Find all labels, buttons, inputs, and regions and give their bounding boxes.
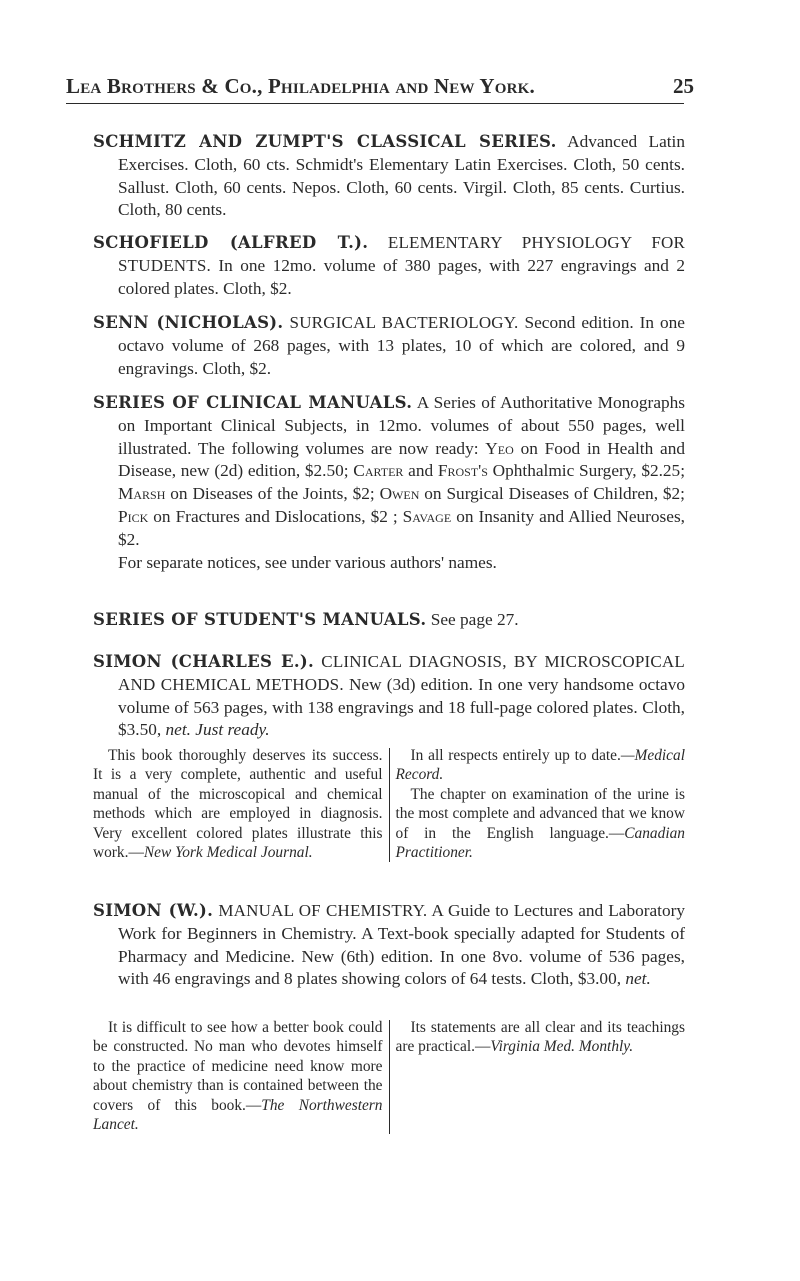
review-right [396,746,686,862]
entry-body [93,312,685,380]
price-net: net. [165,720,191,740]
entry-simon-w [93,900,685,991]
review-right [396,1018,686,1134]
review-source: Canadian Practitioner. [395,824,685,862]
entry-title: MANUAL OF CHEMISTRY. [213,901,428,920]
author-carter: Carter [353,461,404,481]
entry-text: In one 12mo. volume of 380 pages, with 227 engravings and 2 colored plates. Cloth, $2. [118,255,685,298]
page-number: 25 [673,74,694,98]
column-divider [389,1020,390,1134]
review-text: In all respects entirely up to date. [410,747,621,764]
entry-text: Ophthalmic Surgery, $2.25; [487,461,685,481]
entry-heading: SIMON (CHARLES E.). [93,652,315,671]
review-source: Virginia Med. Monthly. [490,1038,634,1056]
entry-heading: SCHMITZ AND ZUMPT'S CLASSICAL SERIES. [93,132,557,151]
review-quote [93,1018,383,1134]
entry-title: ELEMENTARY PHYSIOLOGY FOR STUDENTS. [118,233,685,275]
entry-text: Advanced Latin Exercises. Cloth, 60 cts. Schmidt's Elementary Latin Exercises. Cloth, 50 cents. Sallust. Cloth, 60 cents. Nepos. Cloth, 60 cents. Virgil. Cloth, 85 cents. Curtius. Cloth, 80 cents. [118,132,685,220]
review-quote [93,746,383,862]
entry-text: A Series of Authoritative Monographs on Important Clinical Subjects, in 12mo. volumes of about 550 pages, well illustrated. The following volumes are now ready: [118,393,685,458]
review-quote [396,746,686,785]
review-left [93,746,383,862]
author-savage: Savage [402,506,452,526]
entry-text: on Diseases of the Joints, $2; [165,484,380,504]
entry-schmitz-zumpt [93,131,685,222]
just-ready: Just ready. [190,720,270,740]
reviews-simon-w [93,1018,685,1134]
reviews-simon-charles [93,746,685,862]
entry-simon-charles [93,651,685,742]
entry-body [93,651,685,742]
entry-body [93,232,685,300]
review-text: Its statements are all clear and its teachings are practical.— [395,1019,685,1056]
entry-body [93,609,685,632]
entry-text: on Surgical Diseases of Children, $2; [419,484,685,504]
entry-heading: SCHOFIELD (ALFRED T.). [93,233,369,252]
column-divider [389,748,390,862]
price-net: net. [625,969,651,989]
entry-heading: SENN (NICHOLAS). [93,313,284,332]
entry-body [93,392,685,552]
entry-text: on Fractures and Dislocations, $2 ; [148,506,403,526]
entry-clinical-manuals [93,392,685,574]
author-marsh: Marsh [118,484,166,504]
entry-text: See page 27. [426,610,519,629]
entry-text: New (3d) edition. In one very handsome octavo volume of 563 pages, with 138 engravings and 18 full-page colored plates. Cloth, $3.50, [118,674,685,740]
entry-heading: SERIES OF STUDENT'S MANUALS. [93,610,427,629]
entry-senn [93,312,685,380]
author-yeo: Yeo [485,438,514,458]
running-head: Lea Brothers & Co., Philadelphia and New York. [66,74,535,98]
review-left [93,1018,383,1134]
review-text: This book thoroughly deserves its success. It is a very complete, authentic and useful manual of the microscopical and chemical methods which are employed in diagnosis. Very excellent colored plates illustrate this work.— [93,747,383,862]
review-text: The chapter on examination of the urine is the most complete and advanced that we know of in the English language.— [395,785,685,842]
entry-text: on Food in Health and Disease, new (2d) edition, $2.50; [118,438,685,481]
entry-text: Second edition. In one octavo volume of 268 pages, with 13 plates, 10 of which are colored, and 9 engravings. Cloth, $2. [118,313,685,378]
review-source: The Northwestern Lancet. [93,1096,383,1134]
entry-title: SURGICAL BACTERIOLOGY. [283,313,519,332]
entry-body [93,131,685,222]
author-owen: Owen [379,484,420,504]
entry-text: and [403,461,438,481]
review-source: New York Medical Journal. [143,844,313,862]
author-pick: Pick [118,506,149,526]
review-text: It is difficult to see how a better book could be constructed. No man who devotes himself to the practice of medicine need know more about chemistry than is contained between the covers of this book.— [93,1019,383,1114]
author-frost: Frost's [437,461,488,481]
review-source: —Medical Record. [395,747,685,784]
review-quote [396,1018,686,1057]
entry-text: A Guide to Lectures and Laboratory Work for Beginners in Chemistry. A Text-book specially adapted for Students of Pharmacy and Medicine. New (6th) edition. In one 8vo. volume of 536 pages, with 46 engravings and 8 plates showing colors of 64 tests. Cloth, $3.00, [118,901,685,989]
entry-students-manuals [93,609,685,632]
review-quote [396,785,686,863]
entry-body [93,900,685,991]
entry-note: For separate notices, see under various authors' names. [118,552,497,572]
header-rule [66,103,684,104]
entry-heading: SIMON (W.). [93,901,214,920]
entry-title: CLINICAL DIAGNOSIS, BY MICROSCOPICAL AND CHEMICAL METHODS. [118,652,685,694]
entry-text: on Insanity and Allied Neuroses, $2. [118,506,685,549]
entry-heading: SERIES OF CLINICAL MANUALS. [93,393,413,412]
entry-schofield [93,232,685,300]
